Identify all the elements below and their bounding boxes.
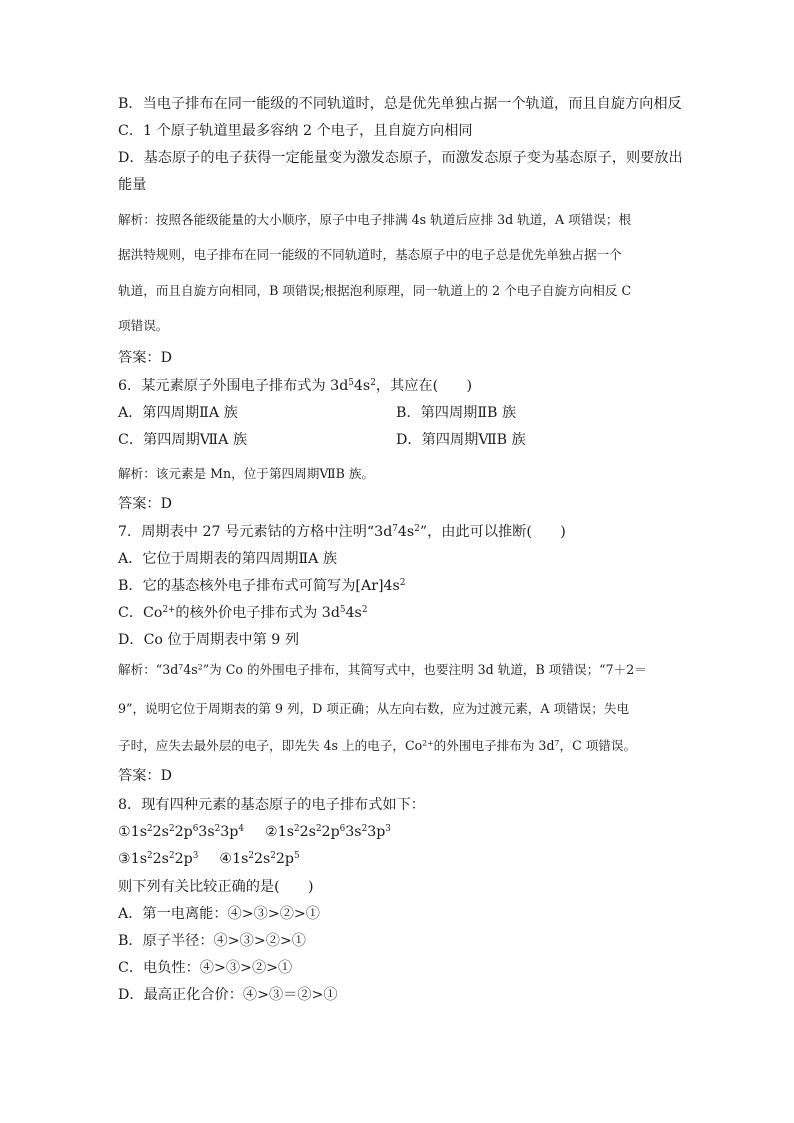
q5-explanation-line2: 据洪特规则，电子排布在同一能级的不同轨道时，基态原子中的电子总是优先单独占据一个 [118,247,622,262]
q6-option-c: C．第四周期ⅦA 族 [118,432,248,448]
q7-option-a: A．它位于周期表的第四周期ⅡA 族 [118,551,338,567]
config-2: $②1s^22s^22p^63s^23p^3$ [264,824,391,840]
q6-option-d: D．第四周期ⅦB 族 [396,432,526,448]
q6-answer: 答案：D [118,496,172,512]
q7-explanation-line1: 解析：“$3d^74s^2$”为 Co 的外围电子排布，其简写式中，也要注明 3d 轨道，B 项错误；“7＋2＝ [118,662,647,677]
q8-option-a: A．第一电离能：④>③>②>① [118,906,320,922]
q5-option-d-cont: 能量 [118,177,147,193]
q7-stem: 7．周期表中 27 号元素钴的方格中注明“$3d^74s^2$”，由此可以推断( ) [118,524,566,540]
q5-option-b: B．当电子排布在同一能级的不同轨道时，总是优先单独占据一个轨道，而且自旋方向相反 [118,96,682,112]
q8-configs-row2 [118,849,300,869]
q6-explanation: 解析：该元素是 Mn，位于第四周期ⅦB 族。 [118,466,375,481]
q6-option-b: B．第四周期ⅡB 族 [396,405,517,421]
q8-option-c: C．电负性：④>③>②>① [118,960,293,976]
config-3: $③1s^22s^22p^3$ [118,851,199,867]
q7-answer: 答案：D [118,768,172,784]
config-1: $①1s^22s^22p^63s^23p^4$ [118,824,244,840]
q8-ask: 则下列有关比较正确的是( ) [118,879,314,895]
q8-configs-row1 [118,822,391,842]
q6-option-a: A．第四周期ⅡA 族 [118,405,238,421]
q6-stem: 6．某元素原子外围电子排布式为 $3d^54s^2$，其应在( ) [118,378,473,394]
q5-option-c: C．1 个原子轨道里最多容纳 2 个电子，且自旋方向相同 [118,123,473,139]
q5-answer: 答案：D [118,350,172,366]
q5-explanation-line1: 解析：按照各能级能量的大小顺序，原子中电子排满 4s 轨道后应排 3d 轨道，A 项错误；根 [118,212,632,227]
q7-option-d: D．Co 位于周期表中第 9 列 [118,632,300,648]
q8-stem: 8．现有四种元素的基态原子的电子排布式如下： [118,797,425,813]
q7-option-c: C．$Co^{2+}$的核外价电子排布式为 $3d^54s^2$ [118,605,368,621]
config-4: $④1s^22s^22p^5$ [219,851,300,867]
q7-explanation-line2: 9”，说明它位于周期表的第 9 列，D 项正确；从左向右数，应为过渡元素，A 项错误；失电 [118,701,630,716]
q5-explanation-line3: 轨道，而且自旋方向相同，B 项错误;根据泡利原理，同一轨道上的 2 个电子自旋方向相反 C [118,283,632,298]
q8-option-b: B．原子半径：④>③>②>① [118,933,306,949]
q7-option-b: B．它的基态核外电子排布式可简写为$[Ar]4s^2$ [118,578,406,594]
q8-option-d: D．最高正化合价：④>③＝②>① [118,987,338,1003]
q7-explanation-line3: 子时，应失去最外层的电子，即先失 4s 上的电子，$Co^{2+}$的外围电子排布为 $3d^7$，C 项错误。 [118,738,637,753]
q5-explanation-line4: 项错误。 [118,318,169,333]
q5-option-d: D．基态原子的电子获得一定能量变为激发态原子，而激发态原子变为基态原子，则要放出 [118,150,683,166]
